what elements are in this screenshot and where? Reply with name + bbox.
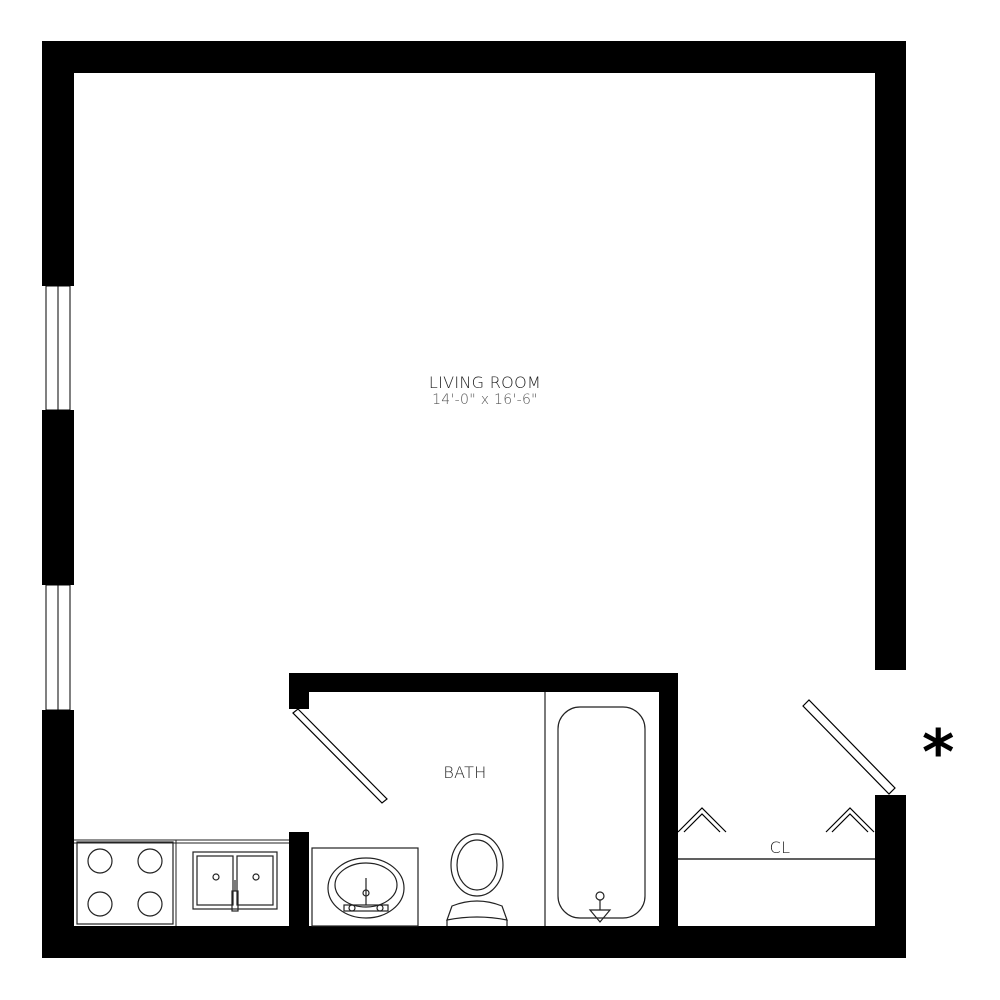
- bath-label: BATH: [443, 763, 487, 782]
- wall-left-3: [42, 710, 74, 958]
- wall-left-2: [42, 410, 74, 585]
- closet-door-left-inner: [684, 814, 720, 832]
- stove-icon: [77, 842, 173, 924]
- door-icon: [293, 709, 387, 803]
- bath-wall-left-stub: [289, 673, 309, 709]
- entry-door: [803, 700, 895, 794]
- wall-right-upper: [875, 41, 906, 670]
- wall-left-1: [42, 41, 74, 286]
- living-room-name: LIVING ROOM: [428, 373, 542, 392]
- bath-door: [293, 709, 387, 803]
- living-room-dimensions: 14'-0" x 16'-6": [432, 392, 538, 408]
- kitchen-counter: [74, 840, 289, 926]
- toilet-icon: [447, 834, 507, 926]
- closet-label: CL: [769, 838, 791, 857]
- bathtub-icon: [545, 692, 645, 926]
- living-room-label: [385, 373, 585, 408]
- kitchen-sink-icon: [193, 852, 277, 911]
- wall-top: [42, 41, 906, 73]
- closet-door-right: [826, 808, 874, 832]
- bath-wall-left-lower: [289, 832, 309, 942]
- entry-door-leaf: [803, 700, 895, 794]
- exterior-walls: [42, 41, 906, 958]
- closet-door-right-inner: [832, 814, 868, 832]
- entry-marker-icon: *: [922, 716, 955, 789]
- closet-door-left: [678, 808, 726, 832]
- bath-wall-right: [659, 673, 678, 942]
- bath-sink-icon: [312, 848, 418, 926]
- wall-bottom: [42, 926, 906, 958]
- bath-wall-top: [289, 673, 678, 692]
